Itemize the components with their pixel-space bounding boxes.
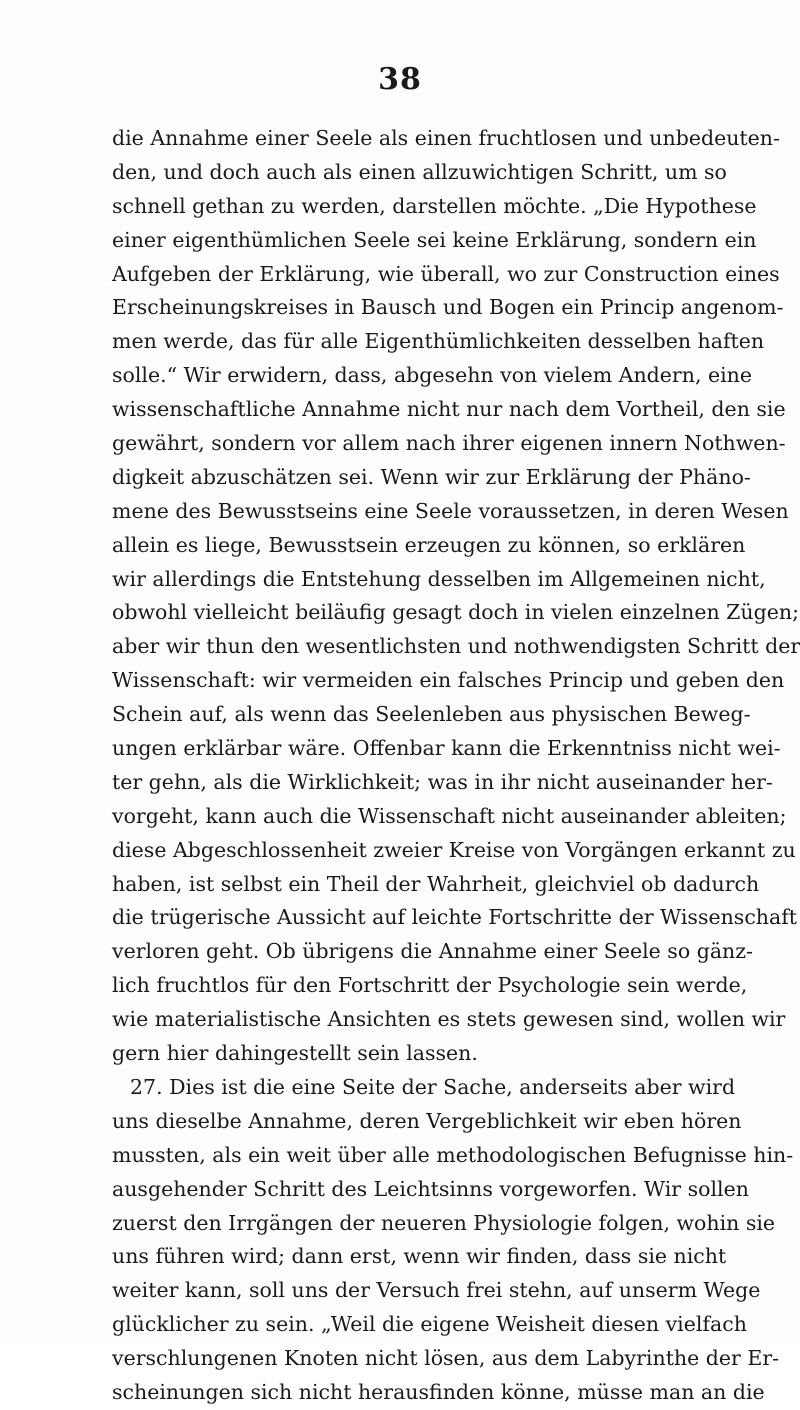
- text-line: weiter kann, soll uns der Versuch frei stehn, auf unserm Wege: [112, 1278, 761, 1303]
- text-line: ungen erklärbar wäre. Offenbar kann die Erkenntniss nicht wei-: [112, 736, 781, 761]
- text-line: wissenschaftliche Annahme nicht nur nach dem Vortheil, den sie: [112, 397, 786, 422]
- page-number: 38: [378, 62, 422, 97]
- text-line: schnell gethan zu werden, darstellen möchte. „Die Hypothese: [112, 193, 757, 218]
- text-line: die trügerische Aussicht auf leichte Fortschritte der Wissenschaft: [112, 905, 798, 930]
- text-line: allein es liege, Bewusstsein erzeugen zu können, so erklären: [112, 532, 746, 557]
- text-line: vorgeht, kann auch die Wissenschaft nicht auseinander ableiten;: [112, 803, 787, 828]
- text-line: gern hier dahingestellt sein lassen.: [112, 1041, 478, 1066]
- text-line: uns dieselbe Annahme, deren Vergeblichkeit wir eben hören: [112, 1108, 742, 1133]
- body-text: [112, 122, 800, 1410]
- text-line: haben, ist selbst ein Theil der Wahrheit, gleichviel ob dadurch: [112, 871, 760, 896]
- text-line: mussten, als ein weit über alle methodologischen Befugnisse hin-: [112, 1142, 794, 1167]
- text-line: Aufgeben der Erklärung, wie überall, wo zur Construction eines: [112, 261, 780, 286]
- text-line: Schein auf, als wenn das Seelenleben aus physischen Beweg-: [112, 702, 751, 727]
- text-line: aber wir thun den wesentlichsten und nothwendigsten Schritt der: [112, 634, 800, 659]
- text-line: lich fruchtlos für den Fortschritt der Psychologie sein werde,: [112, 973, 748, 998]
- text-line: diese Abgeschlossenheit zweier Kreise von Vorgängen erkannt zu: [112, 837, 796, 862]
- text-line: die Annahme einer Seele als einen fruchtlosen und unbedeuten-: [112, 126, 780, 150]
- text-line: ter gehn, als die Wirklichkeit; was in ihr nicht auseinander her-: [112, 769, 773, 794]
- text-line: den, und doch auch als einen allzuwichtigen Schritt, um so: [112, 159, 727, 184]
- text-line: zuerst den Irrgängen der neueren Physiologie folgen, wohin sie: [112, 1210, 776, 1235]
- text-line: glücklicher zu sein. „Weil die eigene Weisheit diesen vielfach: [112, 1312, 747, 1337]
- text-line: gewährt, sondern vor allem nach ihrer eigenen innern Nothwen-: [112, 431, 786, 456]
- text-line: mene des Bewusstseins eine Seele voraussetzen, in deren Wesen: [112, 498, 789, 523]
- text-line: uns führen wird; dann erst, wenn wir finden, dass sie nicht: [112, 1244, 727, 1269]
- text-line: men werde, das für alle Eigenthümlichkeiten desselben haften: [112, 329, 765, 354]
- text-line: obwohl vielleicht beiläufig gesagt doch in vielen einzelnen Zügen;: [112, 600, 799, 625]
- text-line: scheinungen sich nicht herausfinden könne, müsse man an die: [112, 1379, 765, 1404]
- text-line: verloren geht. Ob übrigens die Annahme einer Seele so gänz-: [112, 939, 753, 964]
- text-line: Erscheinungskreises in Bausch und Bogen ein Princip angenom-: [112, 295, 784, 320]
- text-line: solle.“ Wir erwidern, dass, abgesehn von vielem Andern, eine: [112, 363, 752, 388]
- text-line: wie materialistische Ansichten es stets gewesen sind, wollen wir: [112, 1007, 786, 1032]
- text-line: einer eigenthümlichen Seele sei keine Erklärung, sondern ein: [112, 227, 757, 252]
- text-line: ausgehender Schritt des Leichtsinns vorgeworfen. Wir sollen: [112, 1176, 749, 1201]
- text-line: wir allerdings die Entstehung desselben im Allgemeinen nicht,: [112, 566, 766, 591]
- text-line: 27. Dies ist die eine Seite der Sache, anderseits aber wird: [130, 1074, 736, 1099]
- text-line: verschlungenen Knoten nicht lösen, aus dem Labyrinthe der Er-: [112, 1346, 780, 1371]
- text-line: Wissenschaft: wir vermeiden ein falsches Princip und geben den: [112, 668, 785, 693]
- text-line: digkeit abzuschätzen sei. Wenn wir zur Erklärung der Phäno-: [112, 464, 751, 489]
